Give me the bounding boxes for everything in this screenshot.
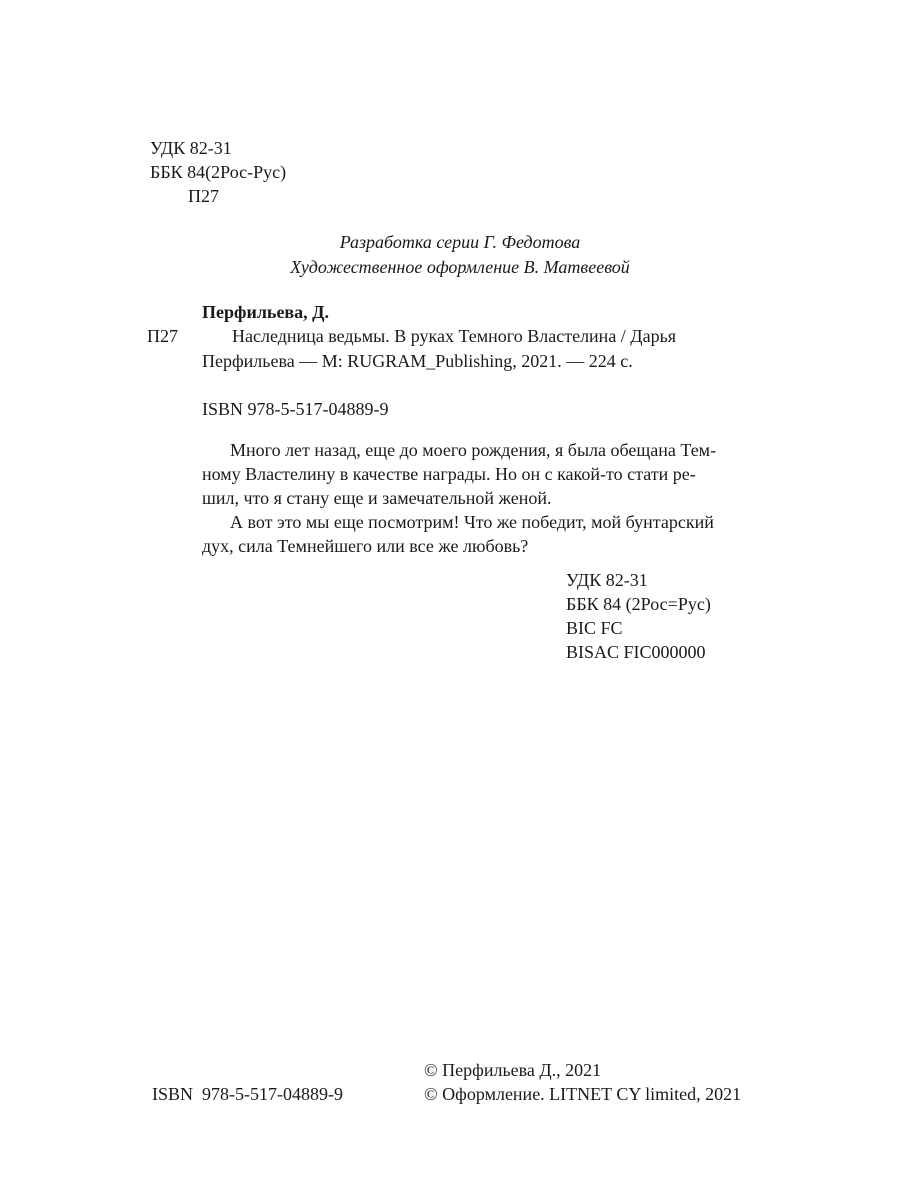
- catalog-author: Перфильева, Д.: [202, 302, 330, 322]
- credits-block: [200, 230, 720, 280]
- art-design-credit: Художественное оформление В. Матвеевой: [290, 257, 630, 277]
- copyright-design: © Оформление. LITNET CY limited, 2021: [424, 1084, 742, 1104]
- series-design-credit: Разработка серии Г. Федотова: [339, 232, 581, 252]
- udk-code: УДК 82-31: [150, 138, 232, 158]
- top-classification-block: [150, 136, 286, 208]
- author-mark: П27: [188, 186, 219, 206]
- copyright-author: © Перфильева Д., 2021: [424, 1060, 602, 1080]
- catalog-entry-line-2: Перфильева — М: RUGRAM_Publishing, 2021. — 224 с.: [202, 351, 633, 371]
- annotation-line: шил, что я стану еще и замечательной женой.: [202, 488, 552, 508]
- udk-code: УДК 82-31: [566, 570, 648, 590]
- bic-code: BIC FC: [566, 618, 623, 638]
- footer-isbn: ISBN 978-5-517-04889-9: [152, 1084, 343, 1104]
- bisac-code: BISAC FIC000000: [566, 642, 706, 662]
- annotation-block: [202, 438, 732, 558]
- annotation-line: ному Властелину в качестве награды. Но он с какой-то стати ре-: [202, 464, 696, 484]
- annotation-line: дух, сила Темнейшего или все же любовь?: [202, 536, 529, 556]
- bbk-code: ББК 84(2Рос-Рус): [150, 162, 287, 182]
- annotation-line: А вот это мы еще посмотрим! Что же победит, мой бунтарский: [230, 512, 714, 532]
- bbk-code: ББК 84 (2Рос=Рус): [566, 594, 711, 614]
- bottom-classification-block: [566, 568, 711, 664]
- catalog-author-mark: П27: [147, 326, 178, 346]
- copyright-block: [424, 1058, 741, 1106]
- annotation-line: Много лет назад, еще до моего рождения, я была обещана Тем-: [230, 440, 717, 460]
- catalog-entry-line-1: Наследница ведьмы. В руках Темного Властелина / Дарья: [232, 326, 677, 346]
- catalog-isbn: ISBN 978-5-517-04889-9: [202, 399, 389, 419]
